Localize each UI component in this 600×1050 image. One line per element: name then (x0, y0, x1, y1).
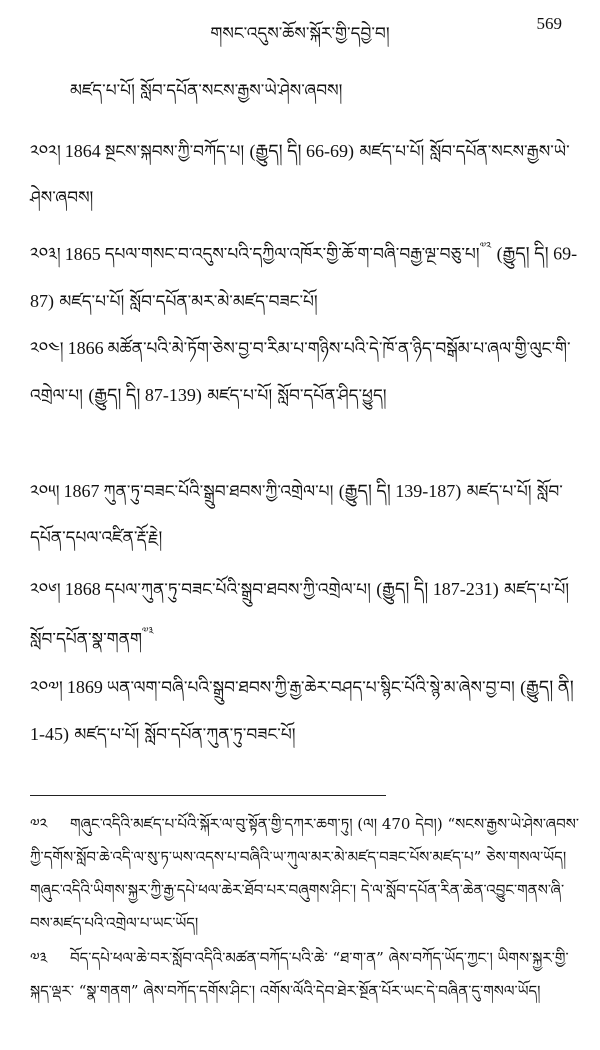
entry-title: མཚོན་པའི་མེ་ཏོག་ཅེས་བྱ་བ་རིམ་པ་གཉིས་པའི་དེ་ཁོ་ན་ཉིད་བསྒོམ་པ་ཞལ་གྱི་ལུང་གི་འགྲེལ་པ། (30, 339, 571, 406)
entry-title: སྔངས་སྐབས་ཀྱི་བཀོད་པ། (104, 142, 245, 162)
entry-number: 1864 (64, 141, 101, 161)
entry-tibetan-index: ༢༠༣། (30, 244, 61, 265)
footnote-mark: ༧༣ (30, 949, 48, 967)
entry-number: 1866 (67, 338, 104, 358)
footnote-ref[interactable]: ༧༣ (141, 626, 154, 637)
entry-number: 1868 (64, 579, 101, 599)
running-title: གསང་འདུས་ཆོས་སྐོར་གྱི་དབྱེ་བ། (210, 24, 390, 44)
catalog-entry (30, 228, 582, 325)
footnote-text: གཞུང་འདིའི་མཛད་པ་པོའི་སྐོར་ལ་བུ་སྟོན་གྱི་དཀར་ཆག་ཏུ། (ལ། 470 དེབ།) “སངས་རྒྱས་ཡེ་ཤེས་ཞབས་ཀྱི་དགོས་སློབ་ཆེ་འདི་ལ་སུ་ཏ་ཡས་འདས་པ་བཞིའི་ཡ་ཀུལ་མར་མེ་མཛད་བཟང་པོས་མཛད་པ” ཅེས་གསལ་ཡོད། གཞུང་འདིའི་ཡིགས་སྐྱར་ཀྱི་རྒྱ་དཔེ་ཕལ་ཆེར་ཐོབ་པར་བཞུགས་ཤིང་། དེ་ལ་སློབ་དཔོན་རིན་ཆེན་འབྱུང་གནས་ཞི་བས་མཛད་པའི་འགྲེལ་པ་ཡང་ཡོད། (30, 815, 579, 932)
catalog-entry (30, 128, 582, 221)
entry-source: (རྒྱུད། ནི། 1-45) (30, 677, 574, 744)
footnote (30, 808, 582, 940)
lead-line (70, 68, 580, 114)
entry-source: (རྒྱུད། དི། 69-87) (30, 243, 578, 311)
page-header (0, 8, 600, 48)
catalog-entry (30, 325, 582, 419)
entry-title: དཔལ་གསང་བ་འདུས་པའི་དཀྱིལ་འཁོར་གྱི་ཆོ་ག་བཞི་བརྒྱ་ལྔ་བཅུ་པ། (104, 244, 480, 265)
entry-source: (རྒྱུད། དི། 139-187) (338, 481, 462, 501)
entry-author: མཛད་པ་པོ། སློབ་དཔོན་མར་མེ་མཛད་བཟང་པོ། (59, 291, 318, 312)
entry-title: དཔལ་ཀུན་ཏུ་བཟང་པོའི་སྒྲུབ་ཐབས་ཀྱི་འགྲེལ་པ། (104, 580, 371, 600)
entry-author: མཛད་པ་པོ། སློབ་དཔོན་སངས་རྒྱས་ཡེ་ཤེས་ཞབས། (30, 142, 570, 208)
catalog-entry (30, 566, 582, 663)
catalog-entry (30, 468, 582, 561)
entry-author: མཛད་པ་པོ། སློབ་དཔོན་སྣ་གནག (30, 580, 570, 650)
entry-tibetan-index: ༢༠༦། (30, 580, 61, 600)
entry-source: (རྒྱུད། དི། 187-231) (376, 579, 499, 599)
entry-author: མཛད་པ་པོ། སློབ་དཔོན་དཔལ་འཛིན་རྡོ་རྗེ། (30, 482, 563, 548)
entry-number: 1867 (63, 481, 100, 501)
entry-author: མཛད་པ་པོ། སློབ་དཔོན་ཤིད་ཕྱུད། (207, 386, 387, 406)
footnote (30, 942, 582, 1008)
catalog-entry (30, 664, 582, 758)
entry-tibetan-index: ༢༠༤། (30, 339, 64, 359)
footnote-ref[interactable]: ༧༢ (479, 241, 492, 252)
entry-title: ཀུན་ཏུ་བཟང་པོའི་སྒྲུབ་ཐབས་ཀྱི་འགྲེལ་པ། (103, 482, 334, 502)
entry-source: (རྒྱུད། དི། 87-139) (88, 385, 202, 405)
entry-tibetan-index: ༢༠༢། (30, 142, 61, 162)
footnote-mark: ༧༢ (30, 815, 48, 833)
page-number: 569 (536, 14, 562, 33)
entry-tibetan-index: ༢༠༥། (30, 482, 60, 502)
footnote-divider (30, 795, 386, 796)
entry-number: 1865 (64, 243, 101, 264)
footnote-text: བོད་དཔེ་ཕལ་ཆེ་བར་སློབ་འདིའི་མཚན་བཀོད་པའི་ཆེ་ “ཐ་ག་ན” ཞེས་བཀོད་ཡོད་ཀྱང་། ཡིགས་སྐྱར་གྱི་སྐད་ལྡར་ “སྣ་གནག” ཞེས་བཀོད་དགོས་ཤིང་། འགོས་ལོའི་དེབ་ཐེར་སྔོན་པོར་ཡང་དེ་བཞིན་དུ་གསལ་ཡོད། (30, 949, 569, 1000)
lead-line-text: མཛད་པ་པོ། སློབ་དཔོན་སངས་རྒྱས་ཡེ་ཤེས་ཞབས། (70, 81, 343, 101)
entry-title: ཡན་ལག་བཞི་པའི་སྒྲུབ་ཐབས་ཀྱི་རྒྱ་ཆེར་བཤད་པ་སྙིང་པོའི་སྙེ་མ་ཞེས་བྱ་བ། (106, 678, 515, 698)
entry-author: མཛད་པ་པོ། སློབ་དཔོན་ཀུན་ཏུ་བཟང་པོ། (74, 725, 296, 745)
entry-number: 1869 (66, 677, 103, 697)
entry-source: (རྒྱུད། དི། 66-69) (249, 141, 355, 161)
entry-tibetan-index: ༢༠༧། (30, 678, 63, 698)
